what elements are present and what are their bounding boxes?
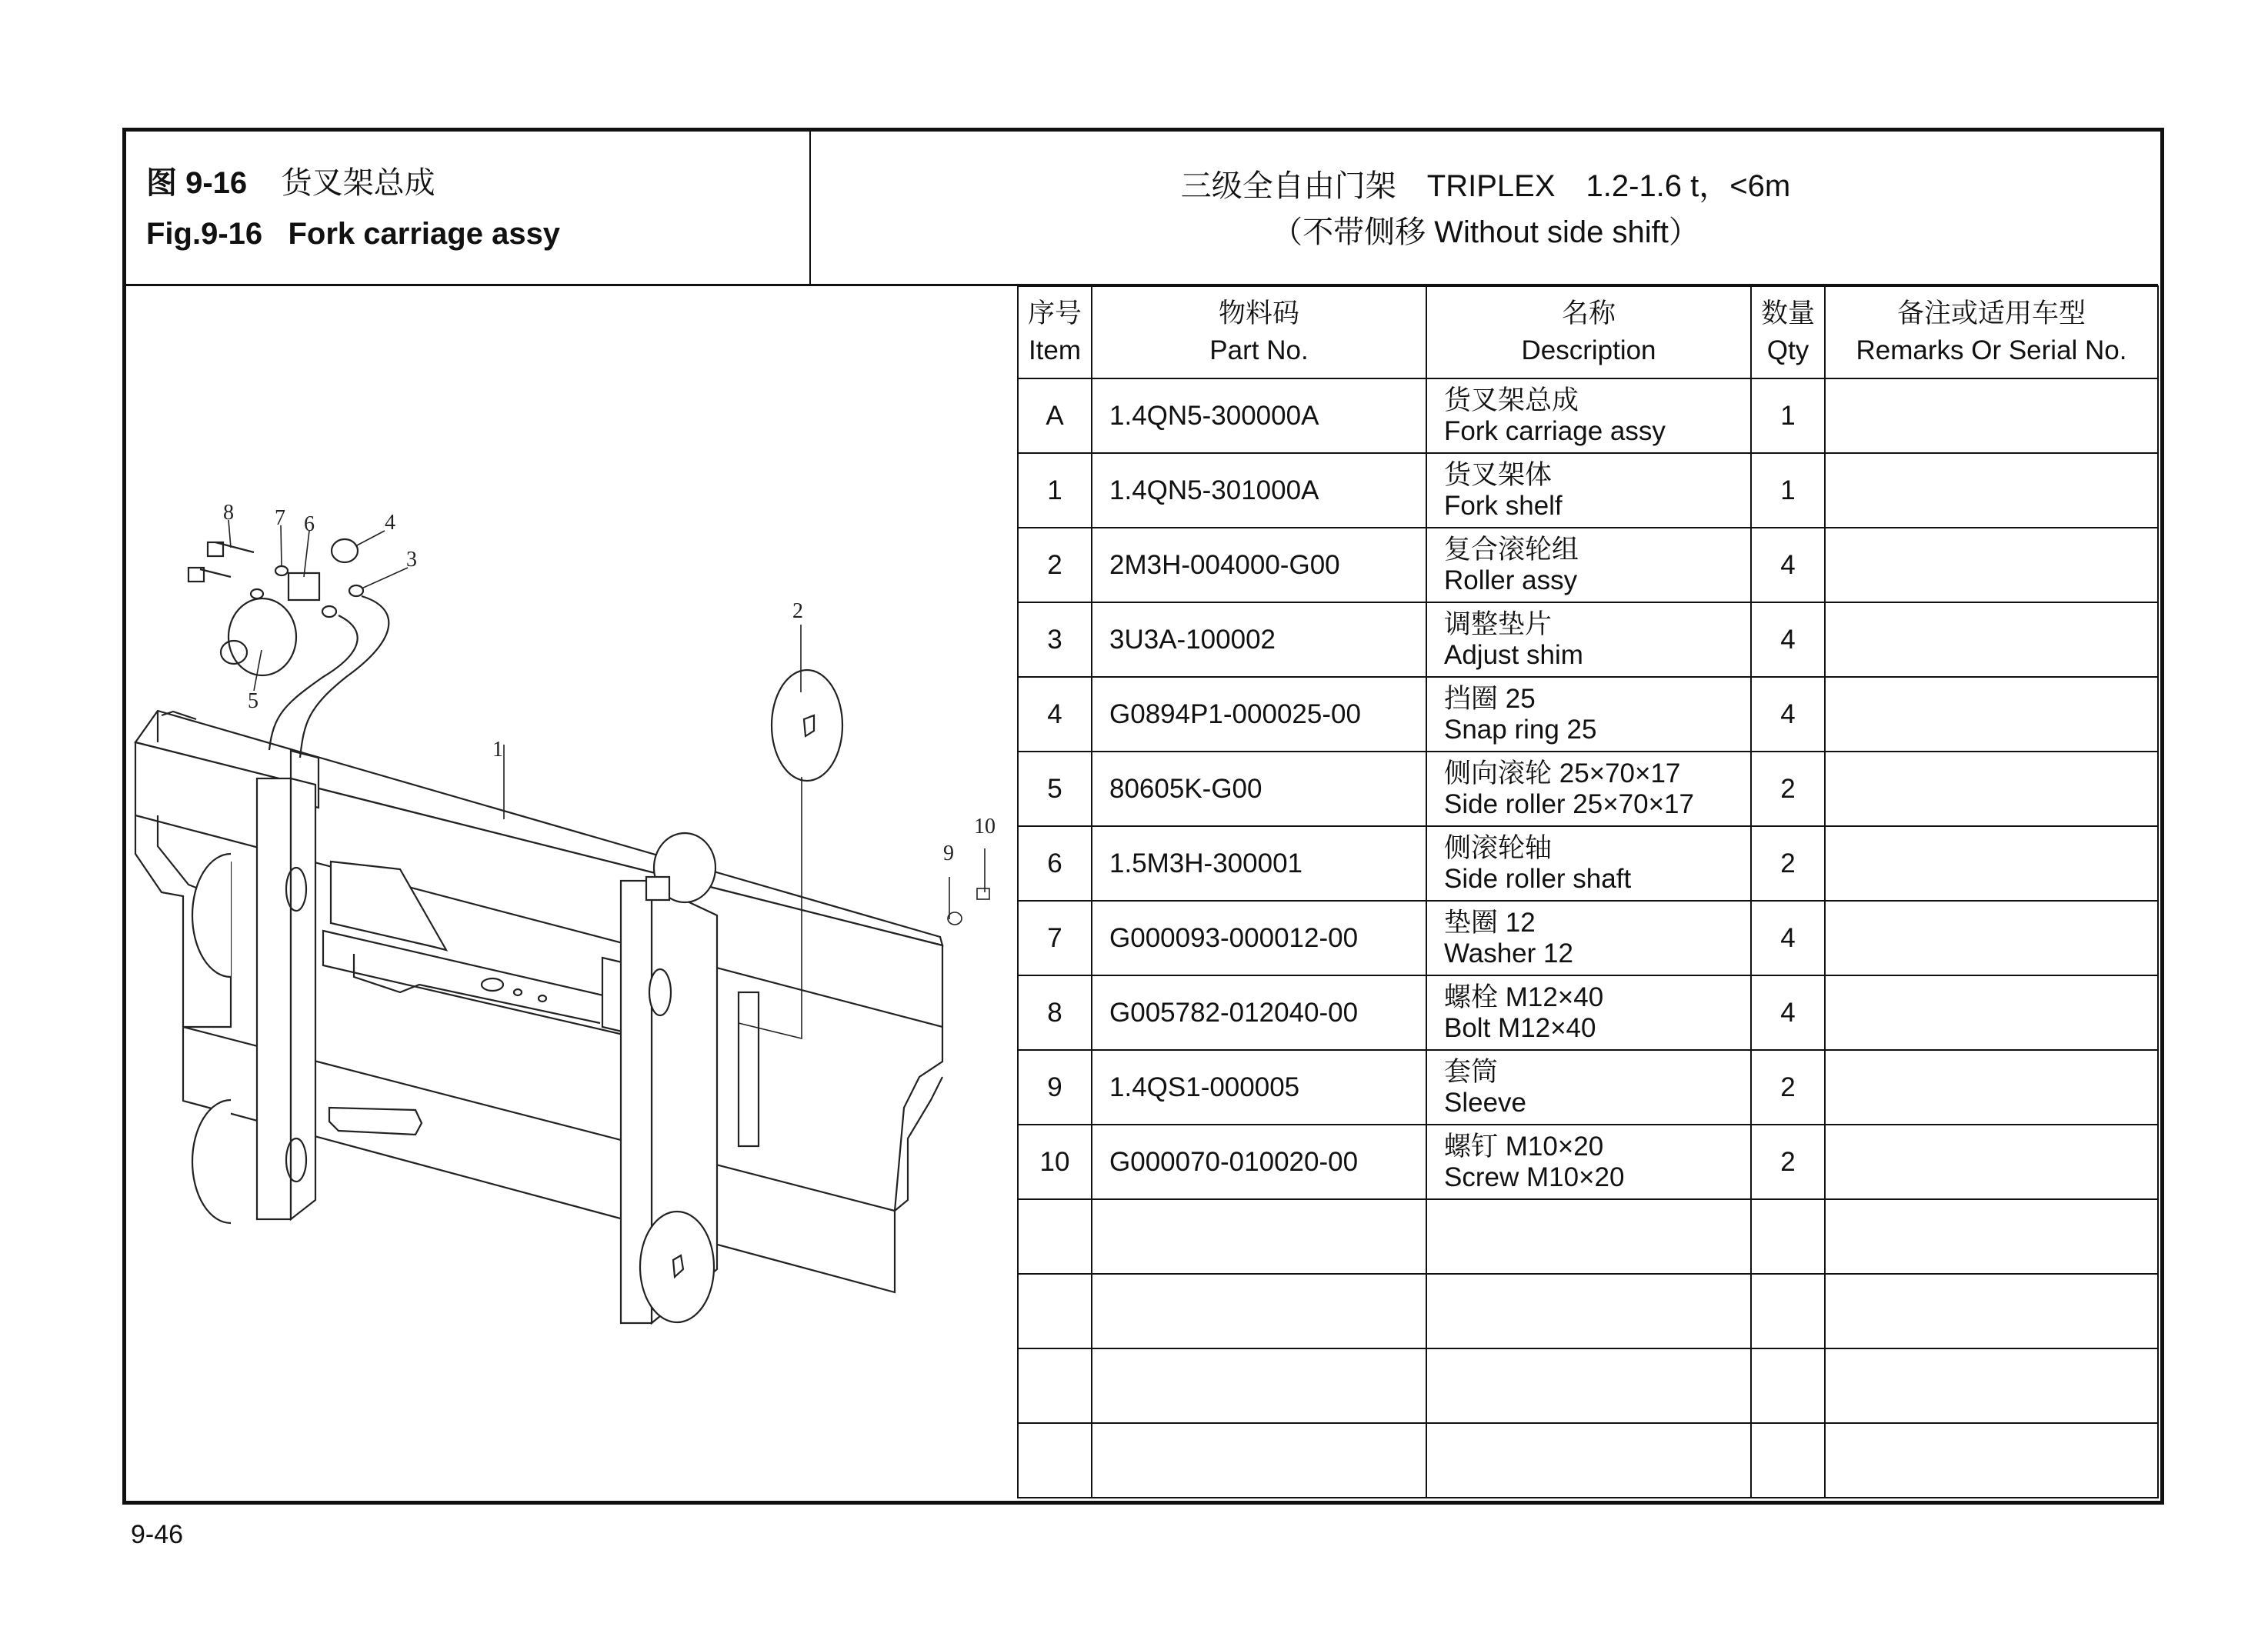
callout-5: 5 (248, 689, 258, 713)
cell-part-no (1092, 1199, 1426, 1274)
cell-qty (1751, 1199, 1825, 1274)
cell-description (1426, 1050, 1751, 1125)
cell-item: 9 (1018, 1050, 1092, 1125)
cell-item: 7 (1018, 901, 1092, 975)
cell-part-no: G000070-010020-00 (1092, 1125, 1426, 1199)
figure-number-cn: 图 9-16 (146, 166, 248, 200)
cell-remarks (1825, 528, 2158, 602)
fork-shelf-drawing (135, 711, 942, 1323)
col-header-remarks: 备注或适用车型 Remarks Or Serial No. (1825, 286, 2158, 378)
cell-description (1426, 826, 1751, 901)
cell-item: 6 (1018, 826, 1092, 901)
description-cn: 侧滚轮轴 (1444, 832, 1553, 863)
cell-qty (1751, 1348, 1825, 1423)
cell-part-no: 3U3A-100002 (1092, 602, 1426, 677)
cell-item: 10 (1018, 1125, 1092, 1199)
cell-remarks (1825, 677, 2158, 752)
cell-description (1426, 602, 1751, 677)
description-cn: 侧向滚轮 25×70×17 (1444, 758, 1681, 788)
model-line: 三级全自由门架 TRIPLEX 1.2-1.6 t，<6m (1180, 169, 1791, 203)
table-row (1018, 1125, 2158, 1199)
callout-8: 8 (223, 501, 234, 525)
col-header-part-no: 物料码 Part No. (1092, 286, 1426, 378)
cell-remarks (1825, 1348, 2158, 1423)
table-row (1018, 528, 2158, 602)
cell-item: 8 (1018, 975, 1092, 1050)
cell-description (1426, 1199, 1751, 1274)
page-number: 9-46 (131, 1520, 184, 1549)
description-en: Sleeve (1444, 1087, 1527, 1118)
cell-qty: 4 (1751, 677, 1825, 752)
description-en: Fork shelf (1444, 490, 1563, 521)
figure-number-en: Fig.9-16 (146, 217, 263, 251)
figure-title-cn: 货叉架总成 (281, 166, 435, 200)
cell-description (1426, 528, 1751, 602)
callout-2: 2 (792, 599, 803, 623)
cell-remarks (1825, 975, 2158, 1050)
description-cn: 挡圈 25 (1444, 683, 1536, 714)
table-row (1018, 1274, 2158, 1348)
cell-remarks (1825, 602, 2158, 677)
description-en: Bolt M12×40 (1444, 1012, 1596, 1043)
cell-qty: 2 (1751, 1125, 1825, 1199)
cell-part-no: G0894P1-000025-00 (1092, 677, 1426, 752)
cell-item: 3 (1018, 602, 1092, 677)
cell-description (1426, 901, 1751, 975)
cell-part-no: 1.4QN5-301000A (1092, 453, 1426, 528)
cell-remarks (1825, 378, 2158, 453)
cell-qty: 2 (1751, 1050, 1825, 1125)
cell-item (1018, 1199, 1092, 1274)
cell-remarks (1825, 1274, 2158, 1348)
cell-item (1018, 1423, 1092, 1498)
callout-10: 10 (974, 815, 996, 838)
cell-remarks (1825, 1199, 2158, 1274)
cell-item (1018, 1348, 1092, 1423)
cell-qty: 1 (1751, 453, 1825, 528)
cell-qty: 4 (1751, 901, 1825, 975)
cell-remarks (1825, 1423, 2158, 1498)
table-row (1018, 1423, 2158, 1498)
callout-7: 7 (275, 506, 285, 530)
cell-part-no: 1.4QN5-300000A (1092, 378, 1426, 453)
cell-part-no: G005782-012040-00 (1092, 975, 1426, 1050)
callout-1: 1 (492, 738, 503, 762)
cell-qty: 4 (1751, 602, 1825, 677)
col-header-description: 名称 Description (1426, 286, 1751, 378)
col-header-qty: 数量 Qty (1751, 286, 1825, 378)
table-row (1018, 901, 2158, 975)
cell-description (1426, 1348, 1751, 1423)
cell-item: 4 (1018, 677, 1092, 752)
description-cn: 调整垫片 (1444, 608, 1553, 639)
table-row (1018, 602, 2158, 677)
cell-remarks (1825, 826, 2158, 901)
figure-title-en: Fork carriage assy (288, 217, 561, 251)
cell-part-no: 2M3H-004000-G00 (1092, 528, 1426, 602)
table-row (1018, 677, 2158, 752)
cell-item: 5 (1018, 752, 1092, 826)
description-en: Side roller 25×70×17 (1444, 788, 1694, 819)
cell-qty: 4 (1751, 975, 1825, 1050)
table-row (1018, 378, 2158, 453)
callout-9: 9 (943, 842, 954, 865)
cell-description (1426, 1274, 1751, 1348)
description-en: Screw M10×20 (1444, 1162, 1625, 1192)
description-cn: 货叉架总成 (1444, 385, 1579, 415)
table-row (1018, 453, 2158, 528)
cell-description (1426, 1125, 1751, 1199)
cell-remarks (1825, 901, 2158, 975)
cell-qty: 2 (1751, 826, 1825, 901)
cell-remarks (1825, 1050, 2158, 1125)
cell-item: 2 (1018, 528, 1092, 602)
cell-part-no (1092, 1274, 1426, 1348)
parts-table (1017, 285, 2159, 1498)
cell-item: A (1018, 378, 1092, 453)
description-cn: 螺钉 M10×20 (1444, 1131, 1604, 1162)
cell-part-no: G000093-000012-00 (1092, 901, 1426, 975)
side-roller-parts-drawing (188, 539, 389, 758)
cell-qty: 1 (1751, 378, 1825, 453)
cell-remarks (1825, 752, 2158, 826)
description-cn: 货叉架体 (1444, 459, 1553, 490)
callout-6: 6 (304, 512, 315, 536)
cell-remarks (1825, 1125, 2158, 1199)
table-header-row (1018, 286, 2158, 378)
cell-description (1426, 975, 1751, 1050)
table-row (1018, 752, 2158, 826)
description-en: Adjust shim (1444, 639, 1583, 670)
roller-assy-drawing (772, 670, 842, 781)
table-row (1018, 975, 2158, 1050)
cell-description (1426, 453, 1751, 528)
cell-part-no (1092, 1348, 1426, 1423)
cell-description (1426, 677, 1751, 752)
table-row (1018, 1348, 2158, 1423)
cell-remarks (1825, 453, 2158, 528)
cell-part-no: 1.5M3H-300001 (1092, 826, 1426, 901)
cell-part-no: 80605K-G00 (1092, 752, 1426, 826)
description-cn: 复合滚轮组 (1444, 534, 1579, 565)
description-en: Fork carriage assy (1444, 415, 1666, 446)
cell-qty (1751, 1423, 1825, 1498)
cell-description (1426, 1423, 1751, 1498)
description-cn: 垫圈 12 (1444, 907, 1536, 938)
description-cn: 套筒 (1444, 1056, 1499, 1087)
cell-qty: 2 (1751, 752, 1825, 826)
cell-description (1426, 752, 1751, 826)
cell-qty: 4 (1751, 528, 1825, 602)
cell-description (1426, 378, 1751, 453)
cell-item: 1 (1018, 453, 1092, 528)
col-header-item: 序号 Item (1018, 286, 1092, 378)
description-en: Roller assy (1444, 565, 1578, 595)
table-row (1018, 826, 2158, 901)
table-row (1018, 1199, 2158, 1274)
cell-part-no: 1.4QS1-000005 (1092, 1050, 1426, 1125)
cell-item (1018, 1274, 1092, 1348)
callout-4: 4 (385, 511, 395, 535)
description-en: Snap ring 25 (1444, 714, 1597, 745)
cell-part-no (1092, 1423, 1426, 1498)
description-en: Side roller shaft (1444, 863, 1632, 894)
description-cn: 螺栓 M12×40 (1444, 982, 1604, 1012)
table-row (1018, 1050, 2158, 1125)
cell-qty (1751, 1274, 1825, 1348)
model-subline: （不带侧移 Without side shift） (1272, 215, 1699, 249)
description-en: Washer 12 (1444, 938, 1573, 968)
callout-3: 3 (406, 548, 417, 572)
